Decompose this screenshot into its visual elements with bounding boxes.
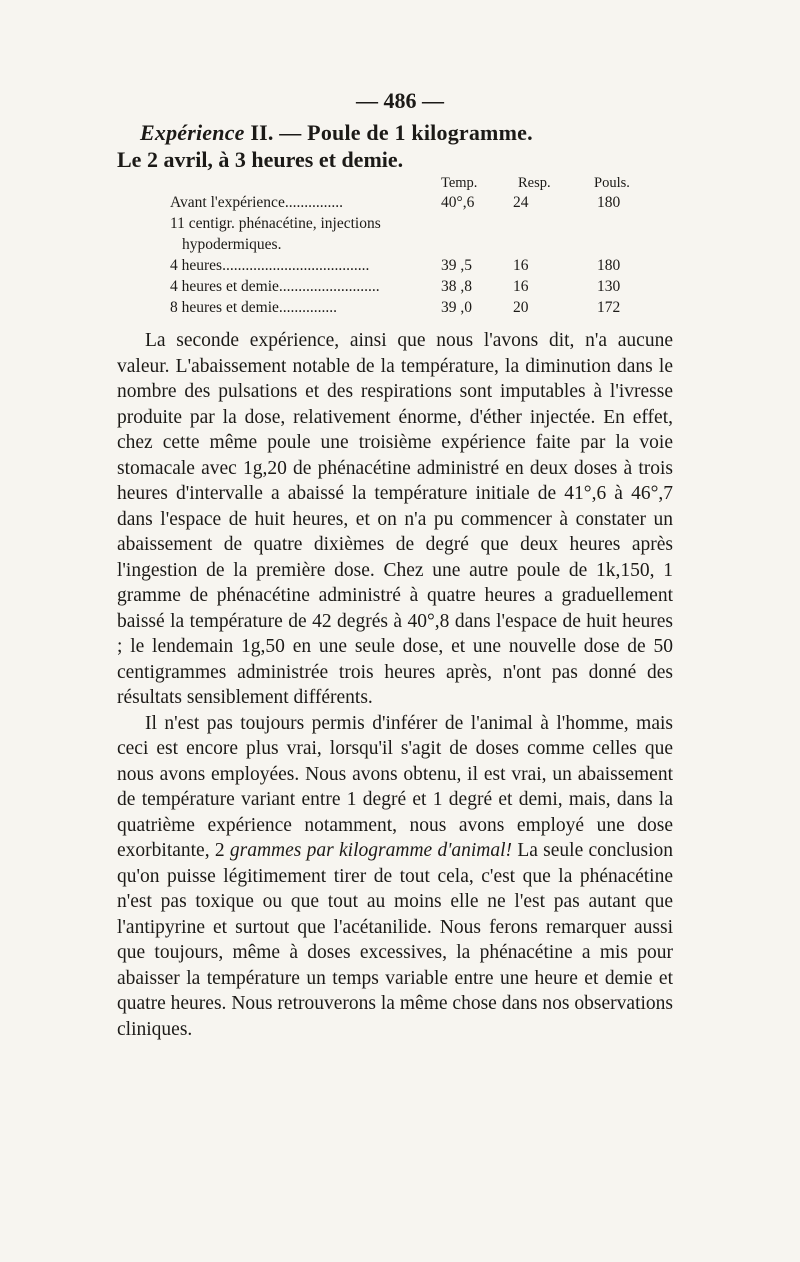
pouls-value: 180 <box>597 257 621 274</box>
page-number: — 486 — <box>356 88 444 113</box>
row-label: 4 heures et demie.......................... <box>170 278 380 295</box>
heading-italic: Expérience <box>140 120 245 145</box>
paragraph-2: Il n'est pas toujours permis d'inférer de l'animal à l'homme, mais ceci est encore plus vrai, lorsqu'il s'agit de doses comme celles que nous avons employées. Nous avons obtenu, il est vrai, un abaissement de température variant entre 1 degré et 1 degré et demi, mais, dans la quatrième expérience notamment, nous avons employé une dose exorbitante, 2 grammes par kilogramme d'animal! La seule conclusion qu'on puisse légitimement tirer de tout cela, c'est que la phénacétine n'est pas toxique ou que tout au moins elle ne l'est pas autant que l'antipyrine et surtout que l'acétanilide. Nous ferons remarquer aussi que toujours, même à doses excessives, la phénacétine a mis pour abaisser la température un temps variable entre une heure et demie et quatre heures. Nous retrouverons la même chose dans nos observations cliniques. <box>117 712 673 1040</box>
row-label: Avant l'expérience............... <box>170 194 343 211</box>
temp-value: 39 ,0 <box>441 299 472 316</box>
pouls-value: 180 <box>597 194 621 211</box>
temp-value: 38 ,8 <box>441 278 472 295</box>
table-row <box>0 257 800 277</box>
row-label: 11 centigr. phénacétine, injections <box>170 215 381 232</box>
table-row <box>0 236 800 256</box>
header-pouls: Pouls. <box>594 175 630 191</box>
row-label: hypodermiques. <box>182 236 282 253</box>
pouls-value: 130 <box>597 278 621 295</box>
resp-value: 20 <box>513 299 529 316</box>
table-row <box>0 278 800 298</box>
resp-value: 24 <box>513 194 529 211</box>
pouls-value: 172 <box>597 299 621 316</box>
experiment-heading <box>140 120 533 146</box>
row-label: 4 heures...................................... <box>170 257 370 274</box>
header-resp: Resp. <box>518 175 551 191</box>
table-row <box>0 215 800 235</box>
resp-value: 16 <box>513 257 529 274</box>
table-row <box>0 194 800 214</box>
table-row <box>0 299 800 319</box>
temp-value: 39 ,5 <box>441 257 472 274</box>
italic-phrase: grammes par kilogramme d'animal! <box>229 840 513 861</box>
paragraph-1: La seconde expérience, ainsi que nous l'avons dit, n'a aucune valeur. L'abaissement notable de la température, la diminution dans le nombre des pulsations et des respirations sont imputables à l'ivresse produite par la dose, relativement énorme, d'éther injectée. En effet, chez cette même poule une troisième expérience faite par la voie stomacale avec 1g,20 de phénacétine administré en deux doses à trois heures d'intervalle a abaissé la température initiale de 41°,6 à 46°,7 dans l'espace de huit heures, et on n'a pu commencer à constater un abaissement de quatre dixièmes de degré que deux heures après l'ingestion de la première dose. Chez une autre poule de 1k,150, 1 gramme de phénacétine administré à quatre heures a graduellement baissé la température de 42 degrés à 40°,8 dans l'espace de huit heures ; le lendemain 1g,50 en une seule dose, et une nouvelle dose de 50 centigrammes administrée trois heures après, n'ont pas donné des résultats sensiblement différents. <box>117 330 673 708</box>
row-label: 8 heures et demie............... <box>170 299 338 316</box>
resp-value: 16 <box>513 278 529 295</box>
header-temp: Temp. <box>441 175 478 191</box>
date-line: Le 2 avril, à 3 heures et demie. <box>117 147 404 172</box>
body-text <box>117 328 673 1042</box>
heading-rest: II. — Poule de 1 kilogramme. <box>244 120 533 145</box>
temp-value: 40°,6 <box>441 194 475 211</box>
